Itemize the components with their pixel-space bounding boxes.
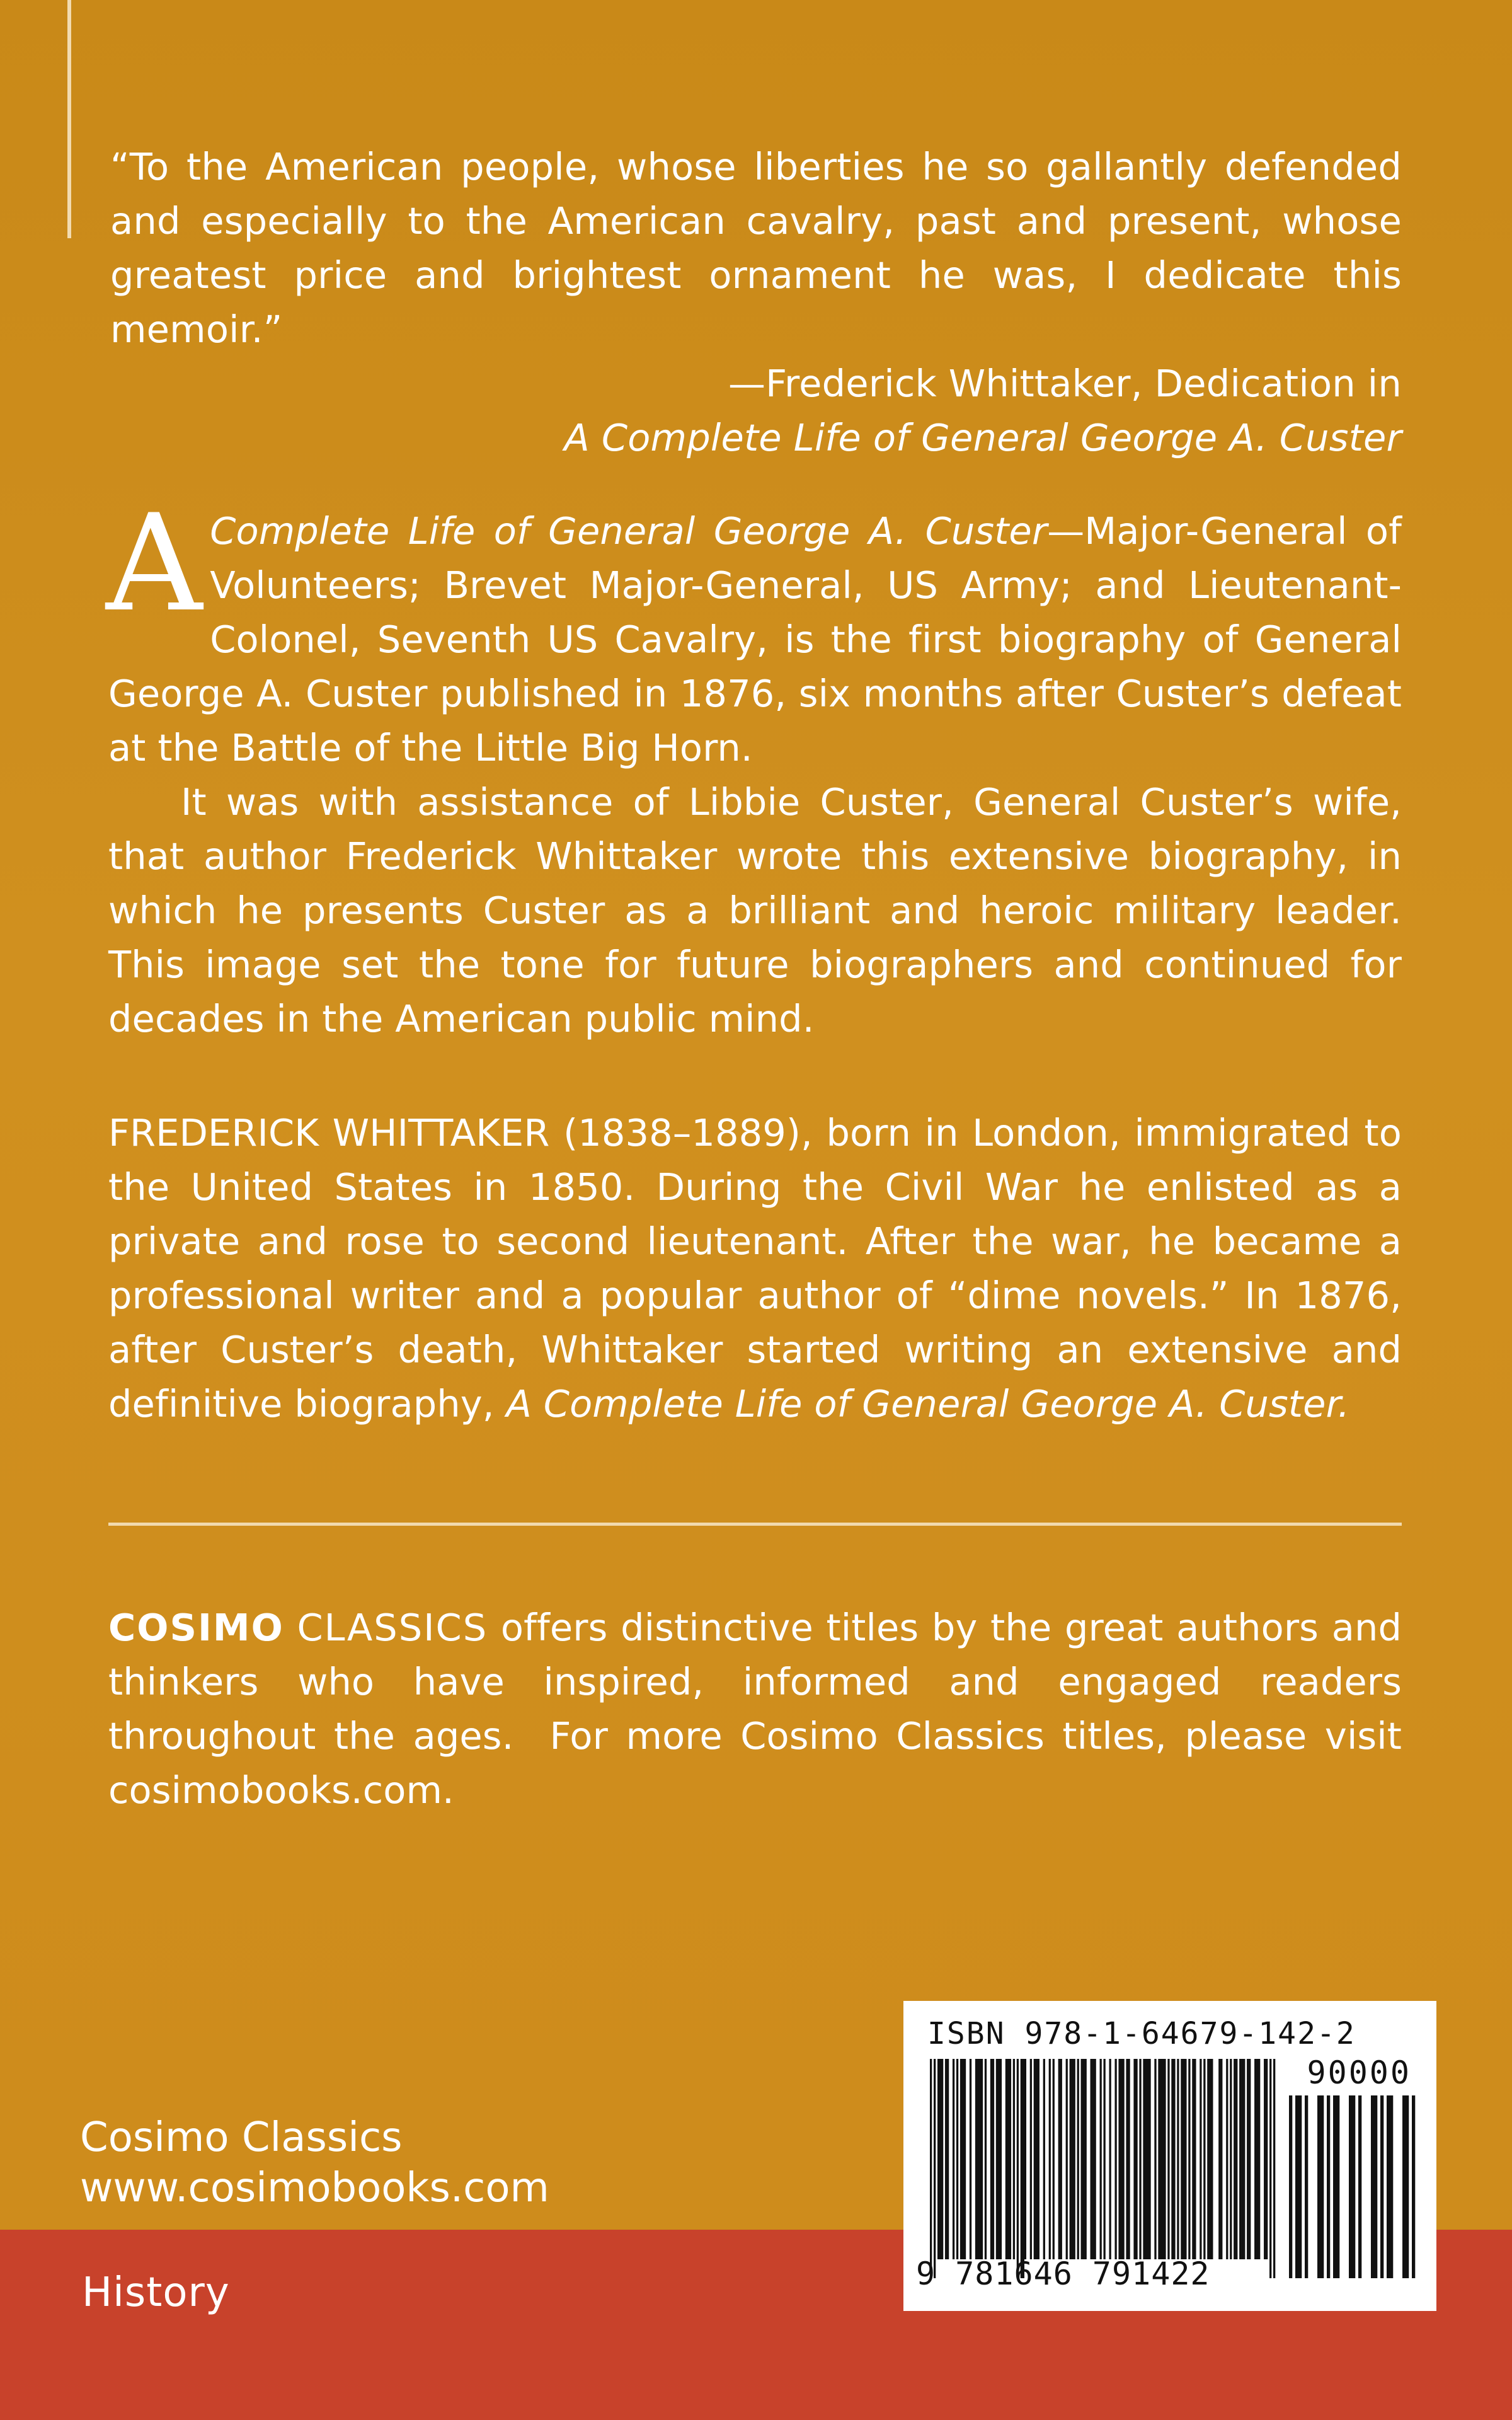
barcode-bar — [1135, 2059, 1137, 2259]
barcode-bar — [962, 2059, 964, 2259]
barcode-bar — [930, 2059, 932, 2278]
barcode-bar — [1077, 2059, 1079, 2259]
barcode-bar — [1038, 2059, 1040, 2259]
barcode-bar — [1256, 2059, 1258, 2259]
barcode-bar — [1218, 2059, 1220, 2259]
barcode-bar — [1022, 2059, 1024, 2278]
barcode-bar — [1083, 2059, 1085, 2259]
barcode-bar — [1139, 2059, 1141, 2259]
addon-barcode-bar — [1374, 2095, 1377, 2278]
publisher-imprint — [80, 2112, 549, 2213]
barcode-bar — [1264, 2059, 1266, 2259]
barcode-bar — [1049, 2059, 1051, 2259]
addon-barcode-bar — [1317, 2095, 1320, 2278]
barcode-bar — [992, 2059, 994, 2259]
barcode-bar — [1000, 2059, 1002, 2259]
barcode-bar — [1230, 2059, 1232, 2259]
barcode-bar — [1005, 2059, 1007, 2259]
description-paragraph-2: It was with assistance of Libbie Custer, General Custer’s wife, that author Frederick Whittaker wrote this extensive biography, in which he presents Custer as a brilliant and heroic military leader. This image set the tone for future biographers and continued for decades in the American public mind. — [108, 780, 1402, 1040]
barcode-bar — [1148, 2059, 1150, 2259]
barcode-bar — [1060, 2059, 1062, 2259]
barcode-bar — [970, 2059, 971, 2259]
barcode-bar — [1013, 2059, 1015, 2259]
barcode-bar — [1162, 2059, 1164, 2259]
barcode-bar — [1126, 2059, 1128, 2259]
barcode-bar — [1194, 2059, 1196, 2259]
barcode-bar — [1273, 2059, 1275, 2278]
barcode-bar — [1017, 2059, 1019, 2278]
barcode-bar — [1070, 2059, 1072, 2259]
barcode-bar — [1164, 2059, 1166, 2259]
barcode-bar — [1100, 2059, 1102, 2259]
barcode-bar — [1007, 2059, 1009, 2259]
addon-barcode-bar — [1289, 2095, 1292, 2278]
publisher-website[interactable]: www.cosimobooks.com — [80, 2165, 549, 2211]
barcode-bar — [1009, 2059, 1011, 2259]
barcode-bar — [1024, 2059, 1026, 2259]
barcode-bar — [1072, 2059, 1074, 2259]
barcode-bar — [1203, 2059, 1205, 2259]
barcode-bar — [1207, 2059, 1209, 2259]
barcode-bar — [1154, 2059, 1156, 2259]
barcode-bar — [1114, 2059, 1116, 2259]
addon-barcode-bar — [1390, 2095, 1393, 2278]
barcode-bar — [1258, 2059, 1260, 2259]
barcode-bar — [985, 2059, 987, 2259]
barcode-bar — [1094, 2059, 1096, 2259]
author-bio-title: A Complete Life of General George A. Custer. — [506, 1382, 1350, 1426]
barcode-bar — [977, 2059, 979, 2259]
barcode-bar — [1183, 2059, 1184, 2259]
barcode-bar — [1074, 2059, 1075, 2259]
barcode-bar — [1122, 2059, 1124, 2259]
addon-barcode-bar — [1358, 2095, 1361, 2278]
addon-barcode-bar — [1298, 2095, 1302, 2278]
barcode-bar — [937, 2059, 939, 2259]
barcode-bar — [1066, 2059, 1068, 2259]
barcode-bar — [1188, 2059, 1190, 2259]
barcode-bar — [1167, 2059, 1169, 2259]
barcode-bar — [947, 2059, 949, 2259]
epigraph — [110, 140, 1402, 465]
barcode-bar — [990, 2059, 992, 2259]
barcode-bar — [1053, 2059, 1055, 2259]
barcode-bar — [953, 2059, 954, 2259]
barcode-bar — [1128, 2059, 1130, 2259]
addon-barcode-bar — [1406, 2095, 1409, 2278]
barcode-bar — [1085, 2059, 1087, 2259]
barcode-bar — [1092, 2059, 1094, 2259]
barcode-bar — [1234, 2059, 1235, 2259]
section-divider — [108, 1523, 1402, 1526]
drop-cap: A — [106, 485, 203, 641]
addon-barcode-bar — [1371, 2095, 1374, 2278]
author-bio — [108, 1106, 1402, 1431]
addon-barcode-bar — [1352, 2095, 1355, 2278]
ean-digits: 9 781646 791422 — [916, 2256, 1210, 2292]
epigraph-attribution: —Frederick Whittaker, Dedication in — [728, 362, 1402, 405]
barcode-bar — [964, 2059, 966, 2259]
barcode-bar — [1030, 2059, 1032, 2259]
barcode-bar — [1145, 2059, 1147, 2259]
barcode-bar — [934, 2059, 936, 2278]
epigraph-source: A Complete Life of General George A. Custer — [564, 416, 1402, 459]
barcode-bar — [1220, 2059, 1222, 2259]
barcode-bar — [998, 2059, 1000, 2259]
addon-barcode-bar — [1333, 2095, 1336, 2278]
barcode-bar — [1243, 2059, 1245, 2259]
price-code: 90000 — [1307, 2054, 1411, 2091]
barcode-bar — [1091, 2059, 1092, 2259]
barcode-bar — [975, 2059, 977, 2259]
addon-barcode-bar — [1402, 2095, 1406, 2278]
barcode-bar — [1177, 2059, 1179, 2259]
barcode-bar — [1266, 2059, 1268, 2259]
barcode-bar — [956, 2059, 958, 2259]
barcode-bar — [1247, 2059, 1249, 2259]
barcode-bar — [1043, 2059, 1045, 2259]
isbn-label: ISBN 978-1-64679-142-2 — [927, 2016, 1356, 2051]
barcode-bar — [1081, 2059, 1083, 2259]
barcode-bar — [1192, 2059, 1194, 2259]
barcode-bar — [1209, 2059, 1211, 2259]
isbn-barcode — [903, 2001, 1436, 2311]
barcode-bar — [1133, 2059, 1135, 2259]
addon-barcode-bar — [1336, 2095, 1339, 2278]
barcode-bar — [1239, 2059, 1241, 2259]
cosimo-classics-blurb — [108, 1601, 1402, 1818]
author-bio-paragraph — [108, 1106, 1402, 1431]
barcode-bar — [1143, 2059, 1145, 2259]
barcode-bar — [1171, 2059, 1173, 2259]
barcode-bar — [1118, 2059, 1120, 2259]
epigraph-quote: “To the American people, whose liberties he so gallantly defended and especially to the American cavalry, past and present, whose greatest price and brightest ornament he was, I dedicate this memoir.” — [110, 145, 1402, 351]
addon-barcode-bar — [1320, 2095, 1324, 2278]
barcode-bar — [1200, 2059, 1201, 2259]
addon-barcode-bar — [1349, 2095, 1352, 2278]
barcode-bar — [945, 2059, 947, 2259]
barcode-bar — [1104, 2059, 1106, 2259]
barcode-bar — [981, 2059, 983, 2259]
barcode-bar — [1254, 2059, 1256, 2259]
category-label: History — [82, 2269, 230, 2316]
barcode-bar — [939, 2059, 941, 2259]
barcode-bar — [1109, 2059, 1111, 2259]
addon-barcode-bar — [1412, 2095, 1415, 2278]
description-paragraph-1 — [106, 485, 1402, 775]
addon-barcode-bar — [1305, 2095, 1308, 2278]
barcode-bar — [1158, 2059, 1160, 2259]
barcode-bar — [1181, 2059, 1183, 2259]
barcode-bar — [1120, 2059, 1122, 2259]
barcode-bar — [1226, 2059, 1228, 2259]
addon-barcode-bar — [1380, 2095, 1383, 2278]
brand-cosimo: COSIMO — [108, 1606, 284, 1649]
barcode-bar — [960, 2059, 962, 2259]
barcode-bar — [1034, 2059, 1036, 2259]
barcode-bar — [1058, 2059, 1060, 2259]
brand-classics: CLASSICS — [297, 1606, 488, 1649]
barcode-bar — [941, 2059, 943, 2259]
barcode-bar — [1036, 2059, 1038, 2259]
barcode-bar — [979, 2059, 981, 2259]
barcode-bar — [1235, 2059, 1237, 2259]
barcode-bar — [1241, 2059, 1243, 2259]
addon-barcode-bar — [1387, 2095, 1390, 2278]
barcode-bar — [1160, 2059, 1162, 2259]
barcode-bar — [1211, 2059, 1213, 2259]
barcode-bar — [1184, 2059, 1186, 2259]
book-description — [106, 485, 1402, 1046]
barcode-bar — [1021, 2059, 1022, 2278]
barcode-bar — [1147, 2059, 1148, 2259]
classics-paragraph — [108, 1601, 1402, 1818]
publisher-name: Cosimo Classics — [80, 2114, 403, 2161]
decorative-rule — [67, 0, 71, 238]
barcode-bar — [996, 2059, 998, 2259]
description-text: —Major-General of Volunteers; Brevet Major-General, US Army; and Lieutenant-Colonel, Seventh US Cavalry, is the first biography of General George A. Custer published in 1876, six months after Custer’s defeat at the Battle of the Little Big Horn. — [108, 509, 1402, 769]
book-title-italic: Complete Life of General George A. Custer — [210, 509, 1048, 553]
barcode-bar — [1173, 2059, 1175, 2259]
barcode-bar — [1269, 2059, 1271, 2278]
addon-barcode-bar — [1295, 2095, 1298, 2278]
barcode-bar — [1249, 2059, 1251, 2259]
addon-barcode-bar — [1327, 2095, 1330, 2278]
classics-text: offers distinctive titles by the great authors and thinkers who have inspired, informed and engaged readers throughout the ages. For more Cosimo Classics titles, please visit cosimobooks.com. — [108, 1606, 1402, 1812]
author-bio-text: FREDERICK WHITTAKER (1838–1889), born in London, immigrated to the United States in 1850. During the Civil War he enlisted as a private and rose to second lieutenant. After the war, he became a professional writer and a popular author of “dime novels.” In 1876, after Custer’s death, Whittaker started writing an extensive and definitive biography, — [108, 1111, 1402, 1426]
